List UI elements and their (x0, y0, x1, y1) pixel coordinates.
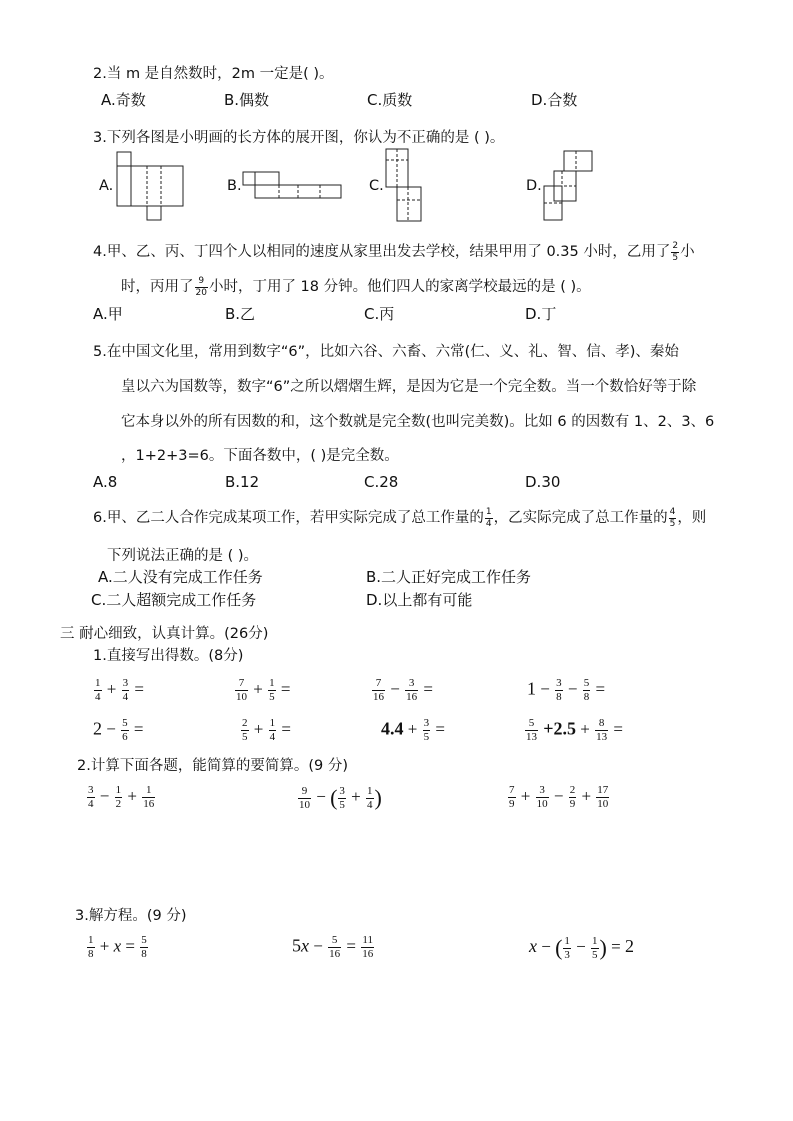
minus-sign: − (540, 679, 550, 699)
denominator: 4 (367, 798, 373, 811)
fraction (122, 678, 130, 703)
denominator: 20 (195, 287, 207, 298)
plus-sign: + (253, 679, 263, 699)
denominator: 5 (669, 518, 676, 529)
plus-sign: + (127, 786, 137, 806)
numerator: 1 (269, 677, 275, 689)
minus-sign: − (99, 786, 110, 806)
fraction (121, 718, 129, 743)
plus-sign: + (351, 786, 361, 806)
number: 2 (93, 718, 102, 739)
numerator: 8 (595, 718, 608, 731)
q4-fraction-yi (671, 242, 679, 263)
net-figure-a (116, 150, 186, 222)
plus-sign: + (520, 786, 531, 806)
numerator: 1 (367, 784, 373, 797)
denominator: 13 (596, 731, 608, 743)
minus-sign: − (541, 936, 551, 956)
numerator: 7 (509, 784, 515, 796)
numerator: 3 (88, 784, 94, 796)
denominator: 4 (88, 798, 94, 810)
denominator: 8 (583, 691, 590, 703)
q6-option-b[interactable]: B.二人正好完成工作任务 (366, 568, 532, 586)
calc-1-3 (371, 678, 433, 703)
calc-1-8 (524, 718, 623, 743)
denominator: 6 (122, 731, 128, 743)
equals-sign: = (611, 936, 621, 956)
calc-1-1 (93, 678, 144, 703)
denominator: 10 (597, 798, 609, 810)
fraction (595, 718, 608, 743)
equals-sign: = (595, 679, 606, 699)
q6-line1-text: 6.甲、乙二人合作完成某项工作，若甲实际完成了总工作量的 (93, 510, 484, 526)
numerator: 5 (525, 718, 538, 731)
numerator: 5 (141, 934, 147, 946)
q3-label-b[interactable]: B. (227, 178, 242, 194)
fraction (583, 678, 591, 703)
denominator: 5 (242, 731, 248, 743)
numerator: 3 (556, 677, 562, 689)
minus-sign: − (567, 679, 578, 699)
numerator: 1 (115, 784, 122, 796)
q4-option-a[interactable]: A.甲 (93, 305, 123, 323)
q3-label-c[interactable]: C. (369, 178, 384, 194)
minus-sign: − (390, 679, 400, 699)
equation-2 (292, 935, 375, 960)
section3-part1-title: 1.直接写出得数。(8分) (93, 648, 244, 664)
minus-sign: − (313, 936, 323, 956)
net-figure-c (385, 148, 425, 224)
q4-fraction-bing (195, 277, 208, 298)
left-paren: ( (555, 935, 563, 960)
equals-sign: = (280, 679, 291, 699)
q3-label-d[interactable]: D. (526, 178, 542, 194)
denominator: 8 (141, 948, 147, 960)
fraction (268, 678, 276, 703)
fraction (361, 935, 374, 960)
denominator: 9 (569, 798, 576, 810)
calc-2-3 (507, 785, 610, 810)
minus-sign: − (576, 936, 586, 956)
numerator: 9 (298, 786, 311, 799)
right-paren: ) (374, 785, 382, 810)
number: 4.4 (381, 718, 404, 739)
number: 5 (292, 935, 301, 956)
calc-1-6 (240, 718, 291, 743)
numerator: 2 (242, 717, 248, 729)
calc-1-7 (381, 718, 445, 743)
fraction (508, 785, 516, 810)
calc-1-2 (234, 678, 290, 703)
q4-line1-text: 4.甲、乙、丙、丁四个人以相同的速度从家里出发去学校，结果甲用了 0.35 小时，乙用了 (93, 244, 671, 260)
equals-sign: = (134, 679, 144, 699)
equals-sign: = (125, 936, 135, 956)
q5-option-a[interactable]: A.8 (93, 473, 118, 491)
denominator: 5 (423, 731, 430, 743)
q4-option-c[interactable]: C.丙 (364, 305, 395, 323)
equals-sign: = (346, 936, 356, 956)
denominator: 4 (122, 691, 129, 703)
fraction (405, 678, 418, 703)
numerator: 5 (583, 677, 590, 689)
q6-line2: 下列说法正确的是 ( )。 (107, 548, 259, 564)
fraction (87, 935, 95, 960)
fraction (569, 785, 577, 810)
numerator: 17 (597, 784, 609, 796)
denominator: 5 (269, 691, 275, 703)
numerator: 4 (669, 506, 676, 517)
fraction (87, 785, 95, 810)
net-figure-b (242, 170, 344, 202)
number: 2 (624, 935, 634, 956)
calc-1-4 (527, 678, 605, 703)
section3-part2-title: 2.计算下面各题，能简算的要简算。(9 分) (77, 758, 348, 774)
equals-sign: = (133, 719, 144, 739)
q5-line3: 它本身以外的所有因数的和，这个数就是完全数(也叫完美数)。比如 6 的因数有 1、2、3、6 (121, 414, 715, 430)
numerator: 2 (672, 240, 679, 251)
equals-sign: = (435, 719, 445, 739)
numerator: 1 (485, 506, 492, 517)
q5-line2: 皇以六为国数等，数字“6”之所以熠熠生辉，是因为它是一个完全数。当一个数恰好等于除 (121, 379, 697, 395)
numerator: 7 (235, 678, 248, 691)
variable-x: x (113, 936, 122, 956)
numerator: 1 (269, 717, 276, 729)
numerator: 3 (423, 717, 430, 729)
q6-line1 (93, 506, 706, 529)
q5-option-b[interactable]: B.12 (225, 473, 260, 491)
numerator: 7 (372, 678, 385, 691)
net-figure-d (542, 150, 598, 224)
calc-2-1 (86, 785, 156, 810)
plus-sign: + (407, 719, 418, 739)
q2-option-a[interactable]: A.奇数 (101, 91, 146, 109)
numerator: 3 (405, 678, 418, 691)
number: +2.5 (543, 718, 577, 739)
denominator: 5 (592, 948, 598, 961)
q2-option-b[interactable]: B.偶数 (224, 91, 270, 109)
denominator: 16 (373, 691, 384, 703)
plus-sign: + (253, 719, 264, 739)
denominator: 16 (406, 691, 418, 703)
equals-sign: = (281, 719, 291, 739)
q6-option-c[interactable]: C.二人超额完成工作任务 (91, 591, 257, 609)
fraction (338, 786, 346, 811)
denominator: 8 (556, 691, 562, 703)
q6-fraction-yi (669, 508, 677, 529)
fraction (328, 935, 341, 960)
calc-1-5 (93, 718, 143, 743)
section3-title: 三 耐心细致，认真计算。(26分) (60, 626, 269, 642)
variable-x: x (529, 935, 537, 956)
fraction (94, 678, 102, 703)
numerator: 11 (362, 934, 373, 946)
numerator: 1 (95, 677, 101, 689)
plus-sign: + (106, 679, 117, 699)
fraction (235, 678, 248, 703)
q4-line2 (121, 275, 591, 298)
numerator: 1 (88, 934, 94, 946)
section3-part3-title: 3.解方程。(9 分) (75, 908, 187, 924)
fraction (563, 936, 571, 961)
q5-line4: ，1+2+3=6。下面各数中，( )是完全数。 (121, 448, 399, 464)
q2-option-d[interactable]: D.合数 (531, 91, 578, 109)
fraction (115, 785, 123, 810)
numerator: 5 (328, 935, 341, 948)
numerator: 3 (339, 784, 345, 797)
left-paren: ( (330, 785, 338, 810)
calc-2-2 (297, 785, 382, 811)
denominator: 3 (564, 948, 570, 961)
fraction (555, 678, 563, 703)
numerator: 9 (195, 277, 208, 288)
plus-sign: + (581, 786, 592, 806)
fraction (596, 785, 609, 810)
equation-3 (529, 935, 634, 961)
numerator: 2 (569, 784, 576, 796)
denominator: 10 (299, 798, 310, 811)
denominator: 13 (526, 731, 537, 743)
variable-x: x (301, 935, 309, 956)
denominator: 9 (509, 798, 515, 810)
fraction (423, 718, 431, 743)
number: 1 (527, 678, 536, 699)
equation-1 (86, 935, 149, 960)
q5-option-c[interactable]: C.28 (364, 473, 399, 491)
minus-sign: − (106, 719, 116, 739)
denominator: 4 (95, 691, 101, 703)
plus-sign: + (580, 719, 590, 739)
q6-fraction-jia (485, 508, 493, 529)
denominator: 10 (536, 798, 548, 810)
q4-line1-tail: 小 (680, 244, 695, 260)
denominator: 10 (236, 691, 247, 703)
denominator: 2 (115, 798, 122, 810)
q6-option-a[interactable]: A.二人没有完成工作任务 (98, 568, 263, 586)
numerator: 5 (122, 717, 128, 729)
q3-label-a[interactable]: A. (99, 178, 114, 194)
fraction (140, 935, 148, 960)
denominator: 5 (672, 252, 679, 263)
q2-stem: 2.当 m 是自然数时，2m 一定是( )。 (93, 66, 334, 82)
fraction (366, 786, 374, 811)
equals-sign: = (613, 719, 623, 739)
denominator: 16 (362, 948, 374, 960)
q6-option-d[interactable]: D.以上都有可能 (366, 591, 473, 609)
numerator: 1 (592, 934, 598, 947)
q6-line1-mid: ，乙实际完成了总工作量的 (493, 510, 668, 526)
q4-line2-text: 时，丙用了 (121, 279, 194, 295)
equals-sign: = (423, 679, 433, 699)
minus-sign: − (553, 786, 564, 806)
q6-line1-tail: ，则 (677, 510, 707, 526)
plus-sign: + (99, 936, 110, 956)
denominator: 16 (329, 948, 341, 960)
fraction (591, 936, 599, 961)
numerator: 1 (142, 785, 155, 798)
fraction (241, 718, 249, 743)
denominator: 4 (485, 518, 492, 529)
q4-option-b[interactable]: B.乙 (225, 305, 256, 323)
q4-option-d[interactable]: D.丁 (525, 305, 557, 323)
q5-option-d[interactable]: D.30 (525, 473, 561, 491)
fraction (269, 718, 277, 743)
fraction (142, 785, 155, 810)
denominator: 16 (143, 798, 155, 810)
denominator: 4 (269, 731, 276, 743)
denominator: 8 (88, 948, 94, 960)
q3-stem: 3.下列各图是小明画的长方体的展开图，你认为不正确的是 ( )。 (93, 130, 505, 146)
q4-line1 (93, 240, 695, 263)
q2-option-c[interactable]: C.质数 (367, 91, 413, 109)
q5-line1: 5.在中国文化里，常用到数字“6”，比如六谷、六畜、六常(仁、义、礼、智、信、孝)、秦始 (93, 344, 679, 360)
fraction (525, 718, 538, 743)
minus-sign: − (316, 786, 326, 806)
denominator: 5 (339, 798, 345, 811)
q4-line2-tail: 小时，丁用了 18 分钟。他们四人的家离学校最远的是 ( )。 (208, 279, 591, 295)
numerator: 3 (536, 785, 549, 798)
right-paren: ) (599, 935, 607, 960)
fraction (298, 786, 311, 811)
fraction (372, 678, 385, 703)
fraction (536, 785, 549, 810)
numerator: 1 (564, 934, 570, 947)
numerator: 3 (122, 677, 129, 689)
